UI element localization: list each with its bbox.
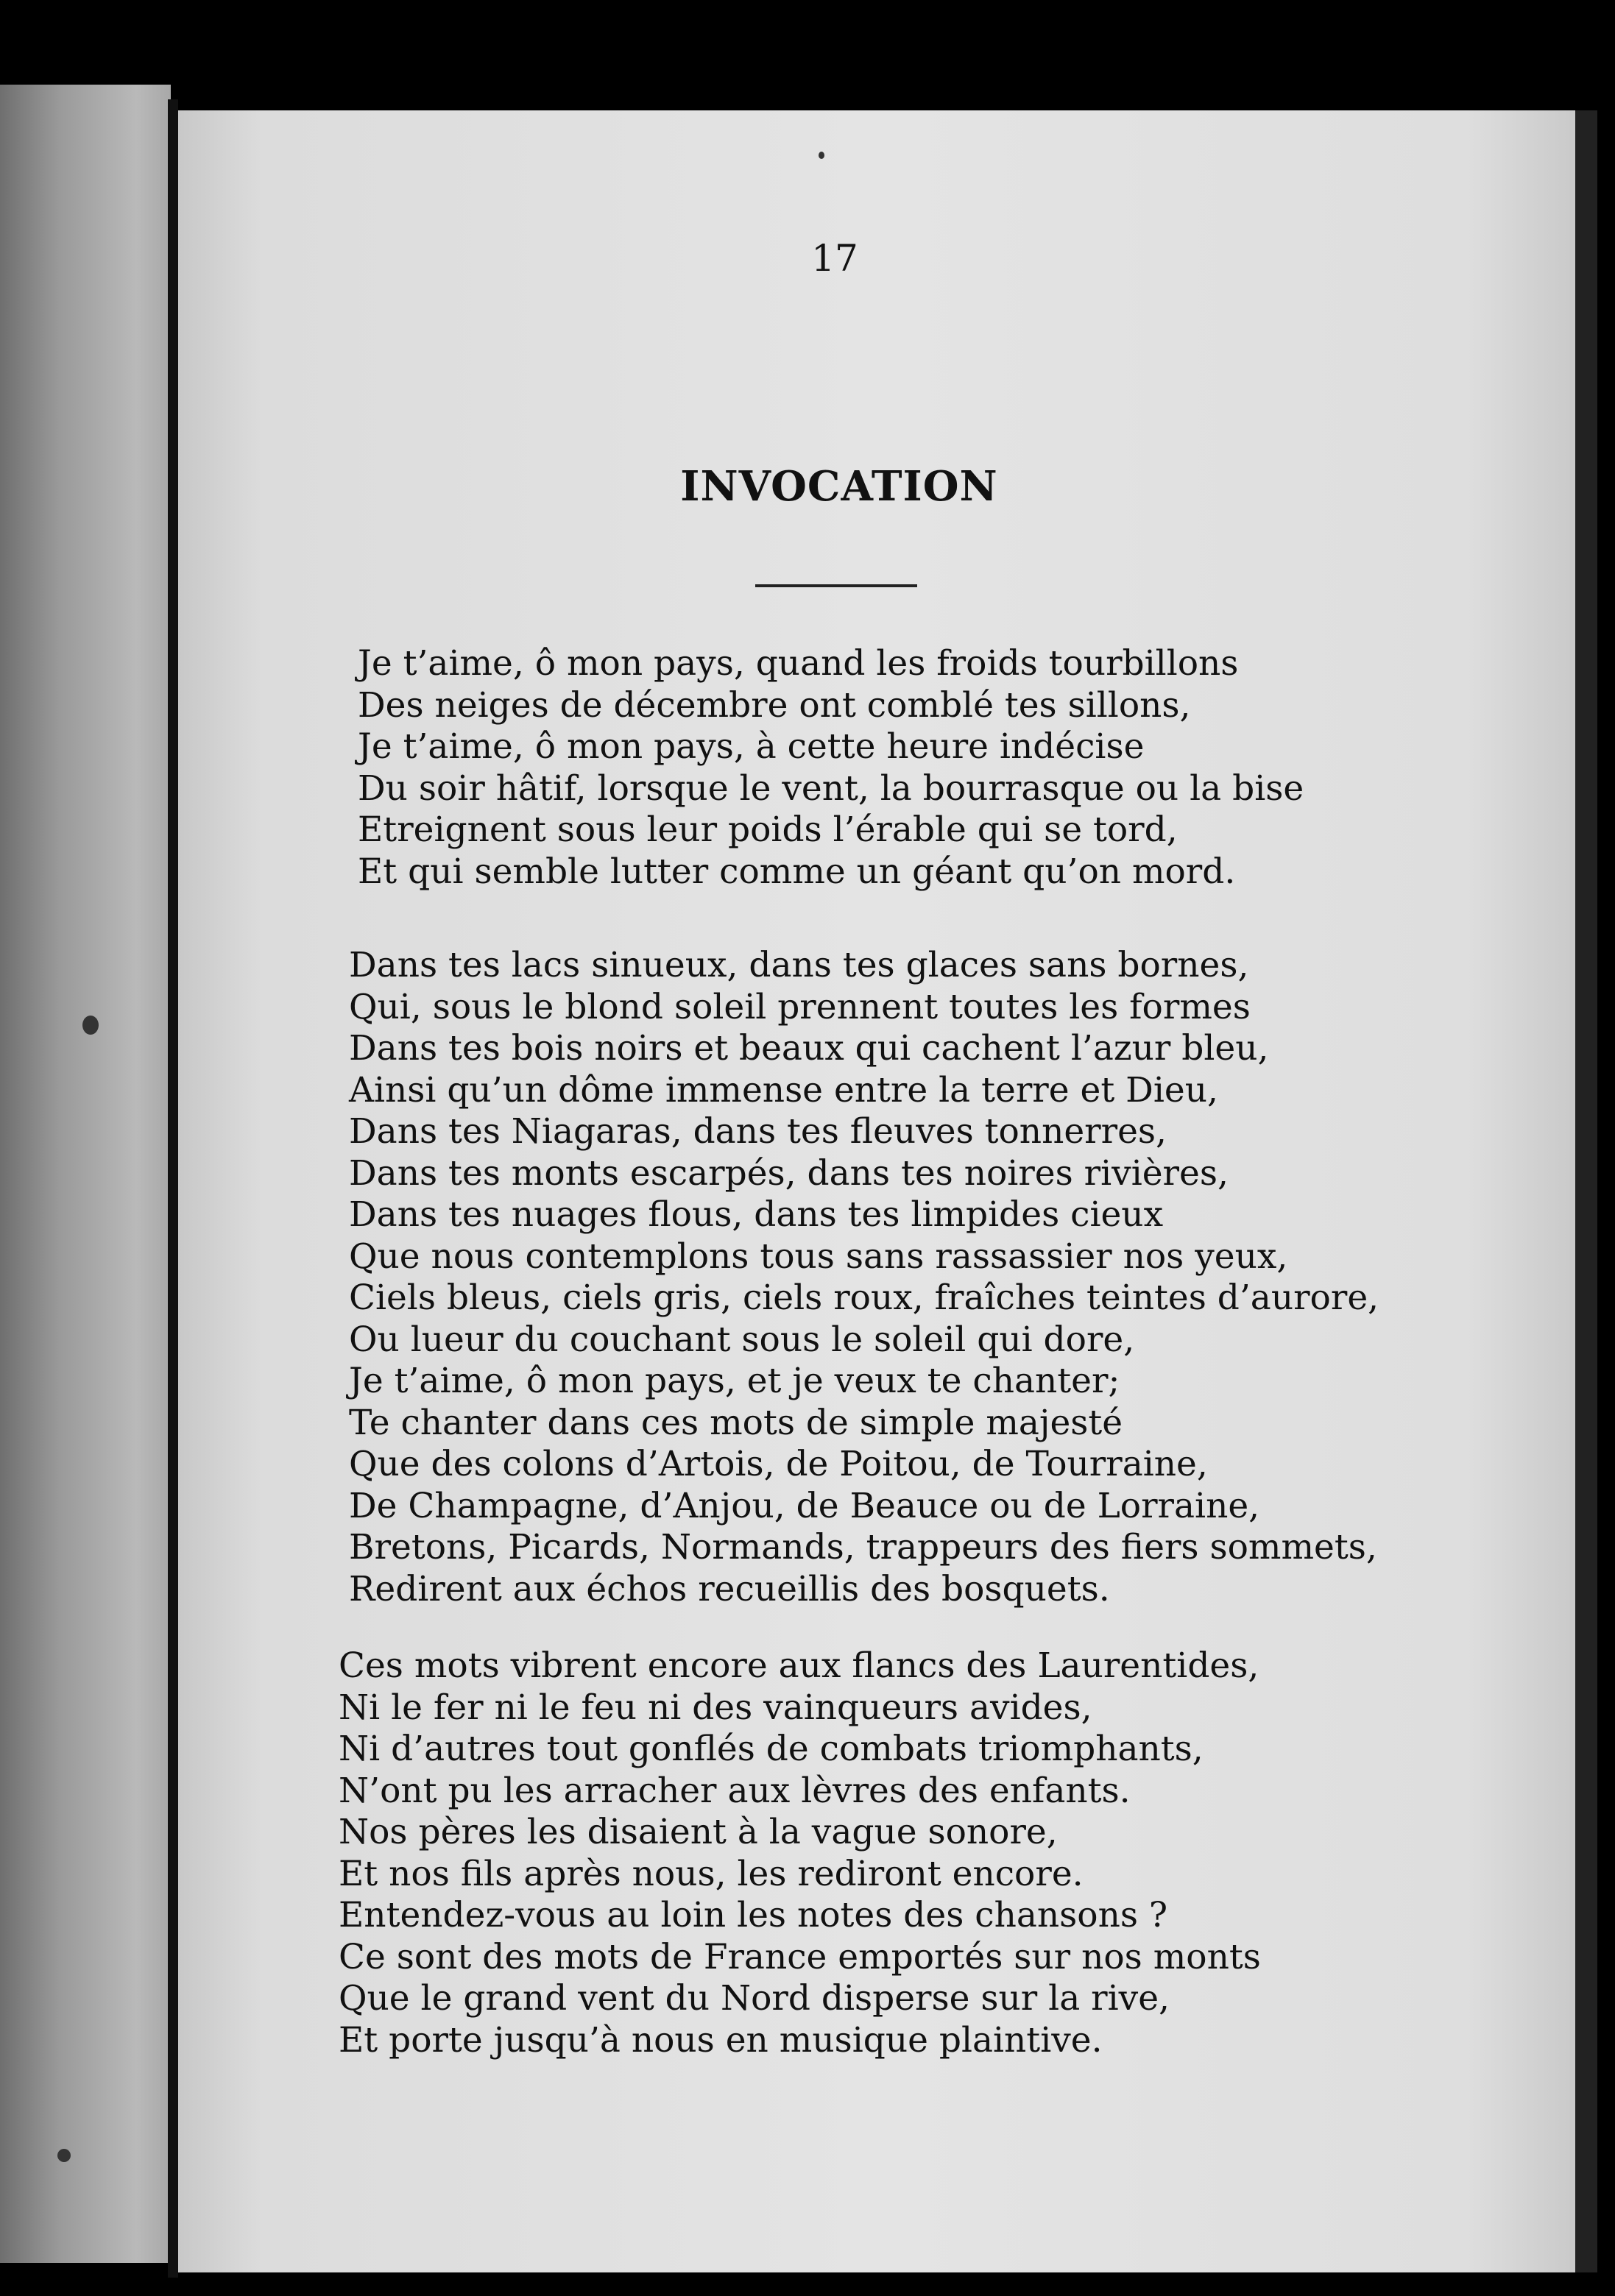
ink-speck [57,2149,71,2162]
verse-line: Et nos fils après nous, les rediront encore. [339,1853,1084,1894]
verse-line: Dans tes nuages flous, dans tes limpides cieux [349,1194,1164,1235]
verse-line: Je t’aime, ô mon pays, à cette heure indécise [358,726,1145,767]
verse-line: Bretons, Picards, Normands, trappeurs des fiers sommets, [349,1527,1377,1567]
stanza-2 [349,945,1379,1610]
verse-line: Dans tes monts escarpés, dans tes noires rivières, [349,1152,1229,1194]
verse-line: Qui, sous le blond soleil prennent toutes les formes [349,986,1251,1027]
verse-line: Que le grand vent du Nord disperse sur la rive, [339,1978,1170,2019]
verse-line: Ces mots vibrent encore aux flancs des Laurentides, [339,1645,1259,1686]
verse-line: Que des colons d’Artois, de Poitou, de Tourraine, [349,1444,1208,1484]
verse-line: Redirent aux échos recueillis des bosquets. [349,1568,1110,1609]
verse-line: Et porte jusqu’à nous en musique plaintive. [339,2019,1103,2061]
page-number: 17 [811,237,858,280]
verse-line: Et qui semble lutter comme un géant qu’on mord. [358,851,1236,892]
verse-line: Je t’aime, ô mon pays, quand les froids tourbillons [358,643,1239,684]
title-rule [755,584,917,587]
verse-line: Ni le fer ni le feu ni des vainqueurs avides, [339,1687,1092,1728]
verse-line: Te chanter dans ces mots de simple majesté [349,1402,1123,1443]
verse-line: Ni d’autres tout gonflés de combats triomphants, [339,1729,1204,1769]
facing-page-edge [0,85,171,2263]
ink-speck [819,152,824,159]
verse-line: Dans tes Niagaras, dans tes fleuves tonnerres, [349,1111,1167,1152]
verse-line: Je t’aime, ô mon pays, et je veux te chanter; [349,1361,1120,1401]
stanza-3 [339,1645,1261,2061]
book-binding [168,99,178,2278]
stanza-1 [358,643,1304,893]
verse-line: Dans tes bois noirs et beaux qui cachent l’azur bleu, [349,1028,1269,1069]
verse-line: Du soir hâtif, lorsque le vent, la bourrasque ou la bise [358,768,1304,809]
verse-line: Dans tes lacs sinueux, dans tes glaces sans bornes, [349,945,1249,985]
verse-line: Nos pères les disaient à la vague sonore, [339,1812,1058,1852]
verse-line: Que nous contemplons tous sans rassassier nos yeux, [349,1236,1288,1277]
verse-line: Ciels bleus, ciels gris, ciels roux, fraîches teintes d’aurore, [349,1278,1379,1318]
verse-line: Etreignent sous leur poids l’érable qui se tord, [358,809,1178,850]
verse-line: N’ont pu les arracher aux lèvres des enfants. [339,1770,1131,1811]
page-right-edge [1575,110,1597,2272]
verse-line: De Champagne, d’Anjou, de Beauce ou de Lorraine, [349,1485,1260,1526]
poem-title: INVOCATION [680,462,998,511]
ink-speck [82,1016,99,1035]
verse-line: Des neiges de décembre ont comblé tes sillons, [358,684,1191,726]
verse-line: Ce sont des mots de France emportés sur nos monts [339,1936,1261,1977]
verse-line: Ainsi qu’un dôme immense entre la terre et Dieu, [349,1069,1218,1110]
verse-line: Ou lueur du couchant sous le soleil qui dore, [349,1319,1135,1360]
verse-line: Entendez-vous au loin les notes des chansons ? [339,1895,1168,1935]
